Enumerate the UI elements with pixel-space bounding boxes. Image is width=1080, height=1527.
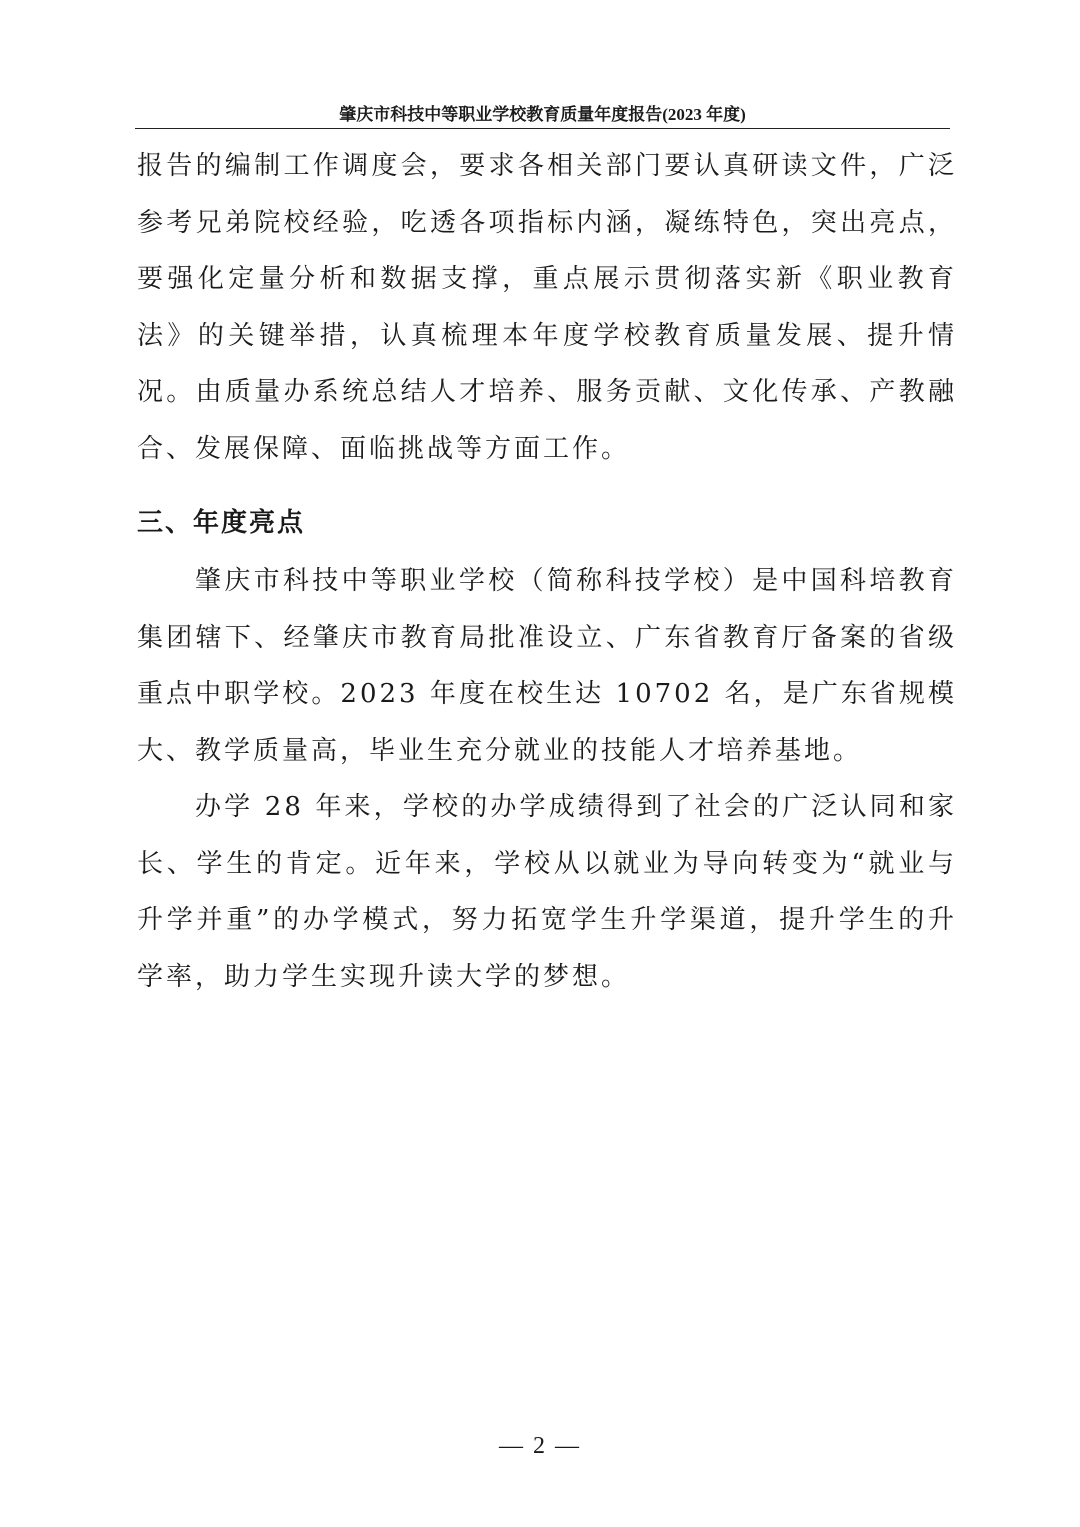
body-paragraph-3: 办学 28 年来，学校的办学成绩得到了社会的广泛认同和家长、学生的肯定。近年来，学校从以就业为导向转变为“就业与升学并重”的办学模式，努力拓宽学生升学渠道，提升学生的升学率，助力学生实现升读大学的梦想。 — [137, 792, 957, 992]
body-paragraph-2: 肇庆市科技中等职业学校（简称科技学校）是中国科培教育集团辖下、经肇庆市教育局批准设立、广东省教育厅备案的省级重点中职学校。2023 年度在校生达 10702 名，是广东省规模大、教学质量高，毕业生充分就业的技能人才培养基地。 — [137, 566, 957, 766]
running-header: 肇庆市科技中等职业学校教育质量年度报告(2023 年度) — [339, 105, 746, 124]
body-paragraph-1: 报告的编制工作调度会，要求各相关部门要认真研读文件，广泛参考兄弟院校经验，吃透各项指标内涵，凝练特色，突出亮点，要强化定量分析和数据支撑，重点展示贯彻落实新《职业教育法》的关键举措，认真梳理本年度学校教育质量发展、提升情况。由质量办系统总结人才培养、服务贡献、文化传承、产教融合、发展保障、面临挑战等方面工作。 — [137, 151, 957, 464]
page-body — [137, 138, 957, 1005]
header-rule — [135, 128, 950, 129]
section-heading-annual-highlights: 三、年度亮点 — [137, 508, 306, 538]
page-number: — 2 — — [499, 1433, 581, 1459]
